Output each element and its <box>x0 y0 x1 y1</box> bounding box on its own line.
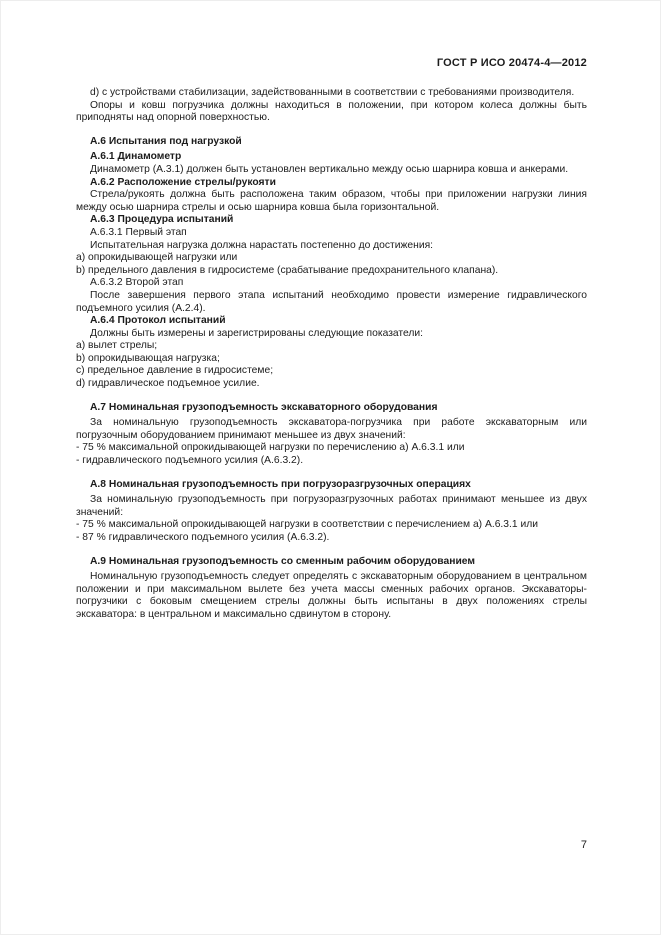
doc-block-paragraph: За номинальную грузоподъемность при погрузоразгрузочных работах принимают меньшее из двух значений: <box>76 494 587 518</box>
doc-block-section-heading: А.6 Испытания под нагрузкой <box>90 135 242 147</box>
doc-block-list-item: - гидравлического подъемного усилия (А.6.3.2). <box>76 455 304 467</box>
doc-block-paragraph-plain: А.6.3.1 Первый этап <box>90 226 187 238</box>
doc-block-sub-heading: А.6.2 Расположение стрелы/рукояти <box>90 176 276 188</box>
doc-block-list-item: а) вылет стрелы; <box>76 340 158 352</box>
doc-block-paragraph: Опоры и ковш погрузчика должны находиться в положении, при котором колеса должны быть приподняты над опорной поверхностью. <box>76 99 587 124</box>
doc-block-list-item: - 87 % гидравлического подъемного усилия (А.6.3.2). <box>76 532 330 543</box>
page-number: 7 <box>580 839 587 851</box>
doc-block-section-heading: А.9 Номинальная грузоподъемность со сменным рабочим оборудованием <box>90 555 475 567</box>
doc-block-paragraph: Испытательная нагрузка должна нарастать постепенно до достижения: <box>90 239 434 251</box>
doc-block-list-item: - 75 % максимальной опрокидывающей нагрузки по перечислению а) А.6.3.1 или <box>76 442 465 454</box>
doc-block-sub-heading: А.6.3 Процедура испытаний <box>90 214 234 226</box>
doc-block-paragraph: Номинальную грузоподъемность следует определять с экскаваторным оборудованием в центральном положении и при максимальном вылете без учета массы сменных рабочих органов. Экскаваторы-погрузчики с боковым смещением стрелы должны быть испытаны в двух положениях стрелы экскаватора: в центральном и максимально сдвинутом в сторону. <box>76 571 587 620</box>
doc-block-list-item: c) предельное давление в гидросистеме; <box>76 365 274 377</box>
doc-block-paragraph: За номинальную грузоподъемность экскаватора-погрузчика при работе экскаваторным или погрузочным оборудованием принимают меньшее из двух значений: <box>76 417 587 441</box>
doc-block-paragraph: Стрела/рукоять должна быть расположена таким образом, чтобы при приложении нагрузки линия между осью шарнира стрелы и осью шарнира ковша была горизонтальной. <box>76 189 587 213</box>
doc-block-sub-heading: А.6.1 Динамометр <box>90 151 182 163</box>
doc-block-paragraph: d) с устройствами стабилизации, задействованными в соответствии с требованиями производителя. <box>90 87 575 98</box>
doc-block-section-heading: А.8 Номинальная грузоподъемность при погрузоразгрузочных операциях <box>90 478 471 490</box>
doc-block-list-item: b) опрокидывающая нагрузка; <box>76 352 220 364</box>
doc-block-paragraph: Динамометр (А.3.1) должен быть установлен вертикально между осью шарнира ковша и анкерами. <box>90 163 569 175</box>
doc-block-paragraph: Должны быть измерены и зарегистрированы следующие показатели: <box>90 327 424 339</box>
document-content <box>76 87 587 622</box>
doc-block-list-item: - 75 % максимальной опрокидывающей нагрузки в соответствии с перечислением а) А.6.3.1 или <box>76 519 538 531</box>
doc-block-paragraph-plain: А.6.3.2 Второй этап <box>90 277 184 289</box>
document-number-header: ГОСТ Р ИСО 20474-4—2012 <box>436 57 587 69</box>
doc-block-list-item: а) опрокидывающей нагрузки или <box>76 252 238 264</box>
doc-block-list-item: b) предельного давления в гидросистеме (срабатывание предохранительного клапана). <box>76 264 499 276</box>
doc-block-paragraph: После завершения первого этапа испытаний необходимо провести измерение гидравлического подъемного усилия (А.2.4). <box>76 289 587 314</box>
doc-block-list-item: d) гидравлическое подъемное усилие. <box>76 378 260 390</box>
doc-block-section-heading: А.7 Номинальная грузоподъемность экскаваторного оборудования <box>90 401 438 413</box>
doc-block-sub-heading: А.6.4 Протокол испытаний <box>90 315 226 327</box>
